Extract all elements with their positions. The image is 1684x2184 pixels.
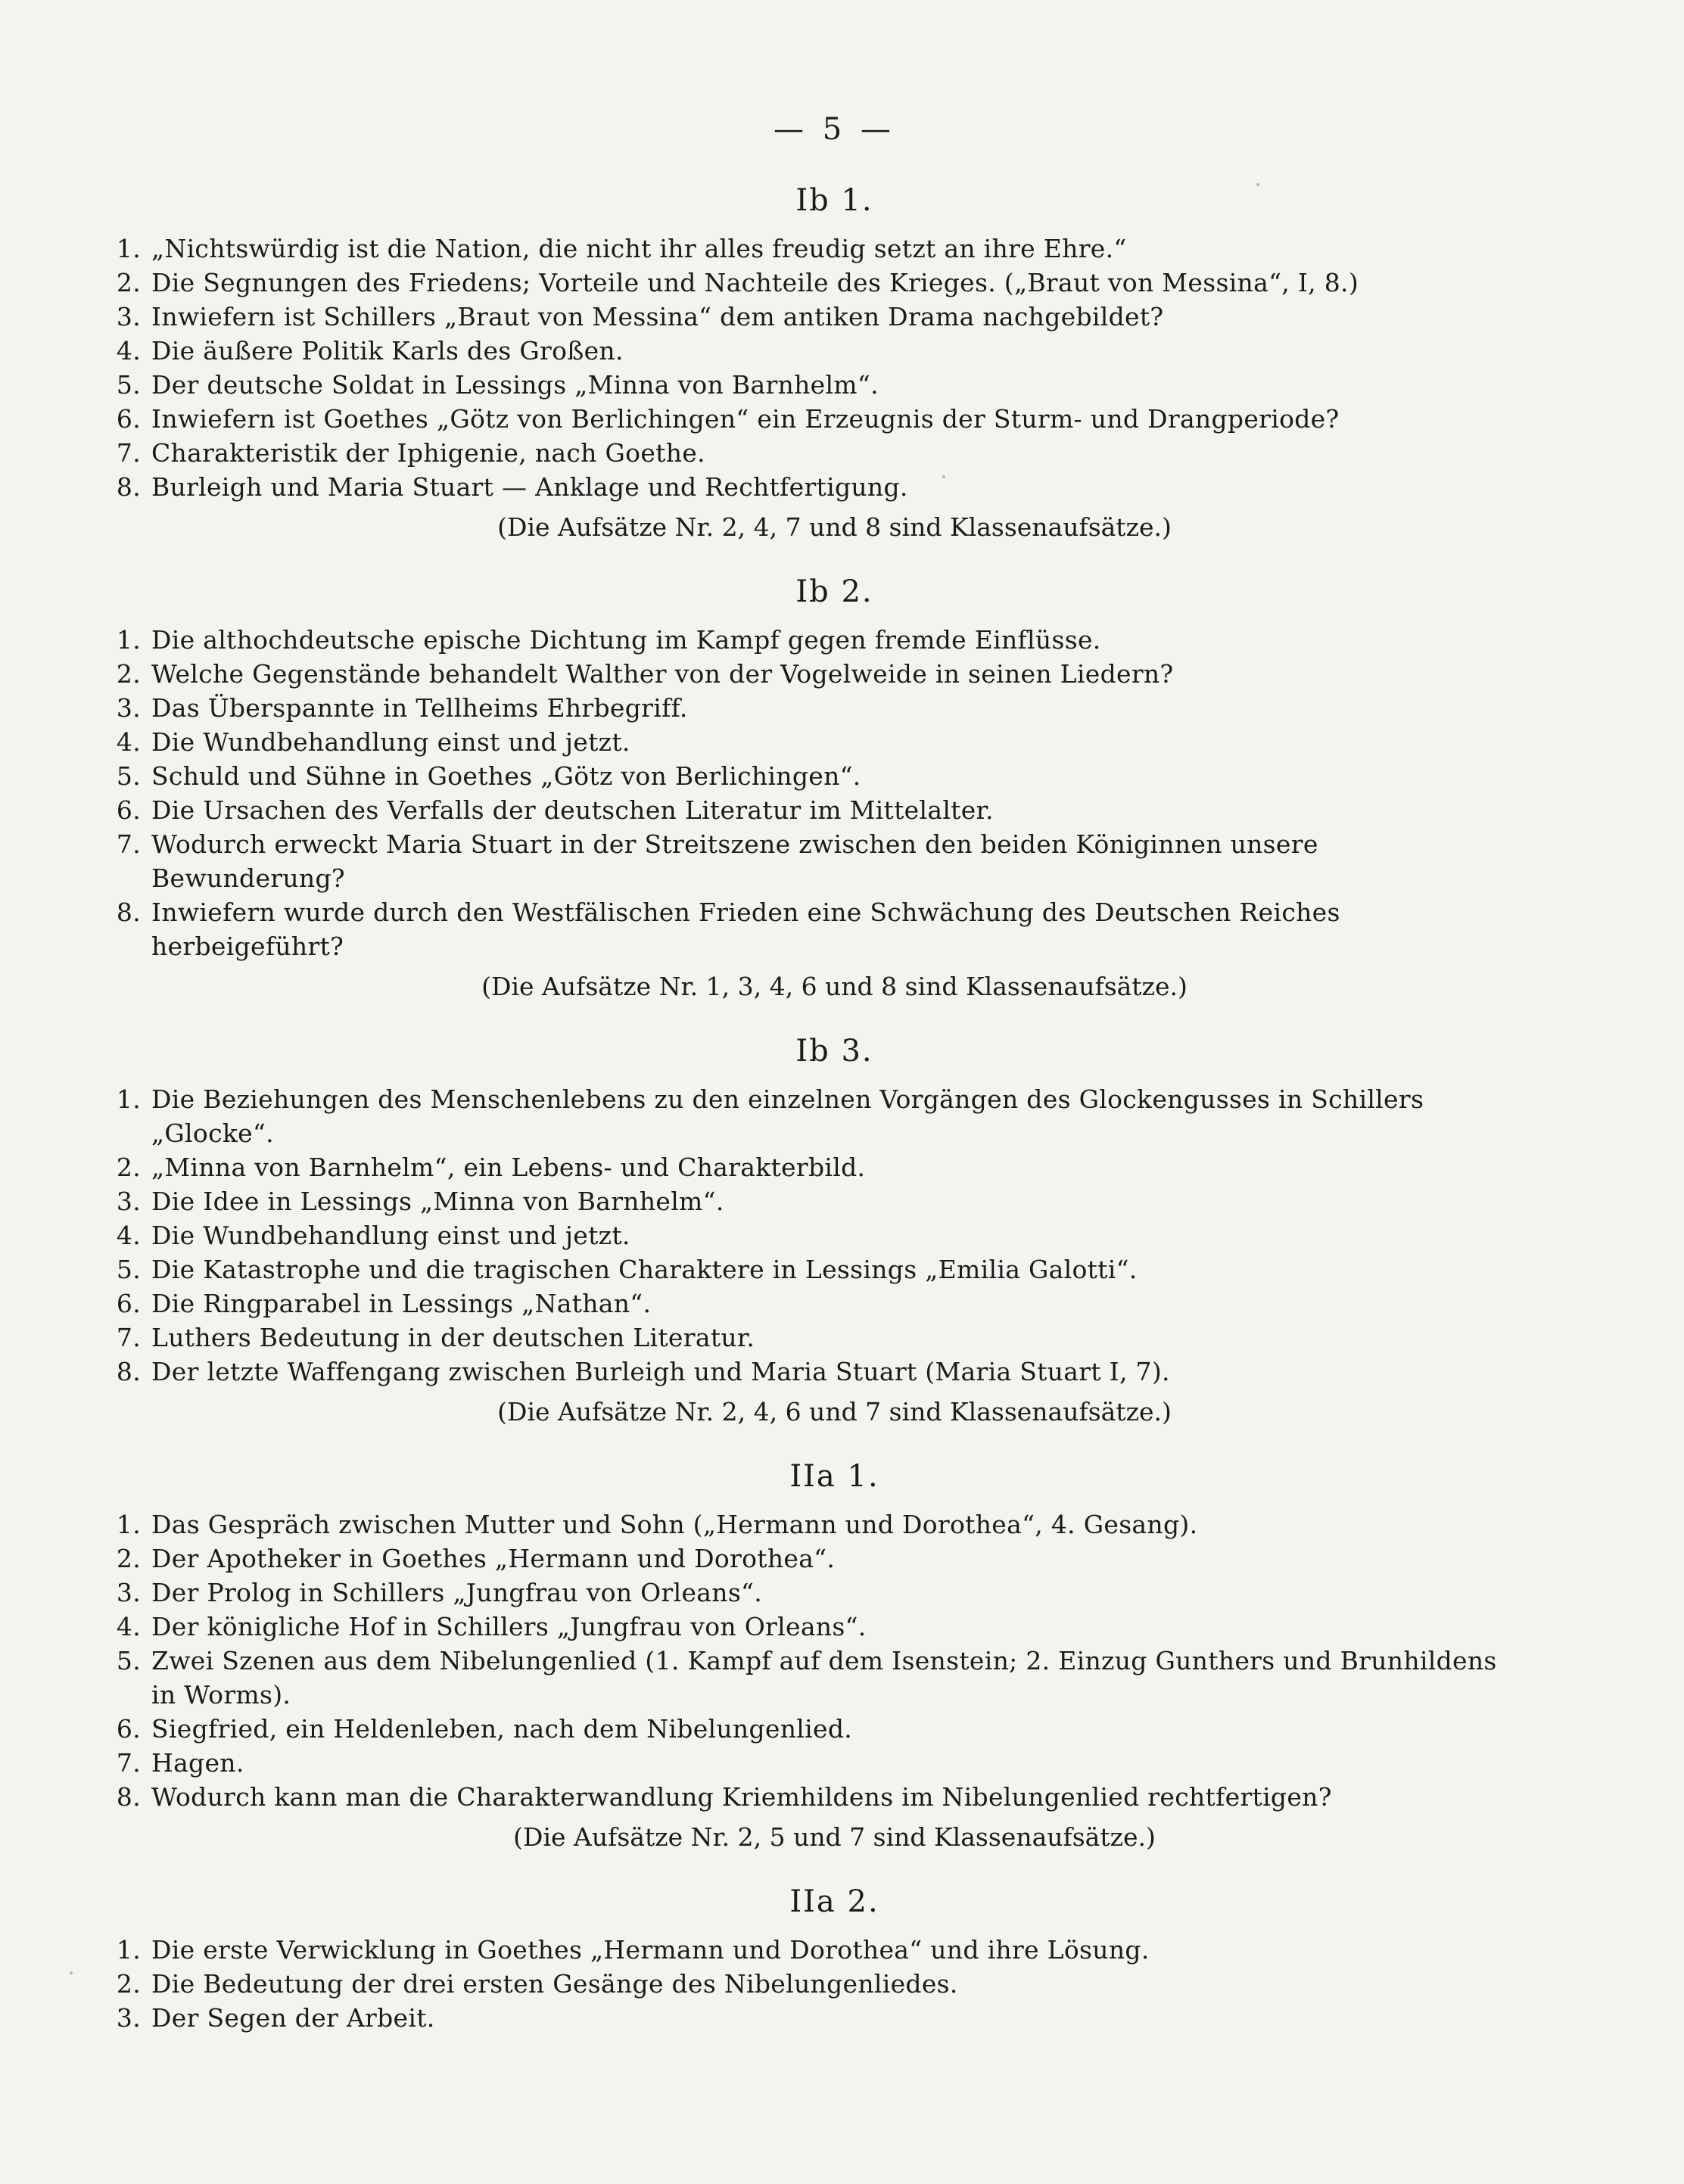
section (106, 1459, 1517, 1854)
topic-item (106, 1746, 1517, 1780)
topic-text: Zwei Szenen aus dem Nibelungenlied (1. Kampf auf dem Isenstein; 2. Einzug Gunthers und Brunhildens in Worms). (151, 1646, 1497, 1710)
topic-number: 1. (116, 234, 141, 263)
topic-item (106, 691, 1517, 725)
topic-item (106, 759, 1517, 793)
topic-item (106, 266, 1517, 300)
topic-item (106, 1252, 1517, 1286)
topic-item (106, 793, 1517, 827)
topic-text: Inwiefern wurde durch den Westfälischen Frieden eine Schwächung des Deutschen Reiches herbeigeführt? (151, 898, 1340, 961)
topic-text: Der Prolog in Schillers „Jungfrau von Orleans“. (151, 1578, 763, 1607)
topic-item (106, 1542, 1517, 1576)
section-title: Ib 1. (795, 183, 873, 218)
topic-item (106, 2001, 1517, 2035)
topic-text: Das Gespräch zwischen Mutter und Sohn („Hermann und Dorothea“, 4. Gesang). (151, 1510, 1198, 1539)
topic-text: Siegfried, ein Heldenleben, nach dem Nibelungenlied. (151, 1714, 853, 1744)
section-title: Ib 3. (795, 1034, 873, 1069)
topic-item (106, 1576, 1517, 1610)
topic-number: 1. (116, 625, 141, 655)
topic-number: 2. (116, 659, 141, 689)
paper-speck (70, 1971, 73, 1974)
section (106, 574, 1517, 1003)
topic-text: Die äußere Politik Karls des Großen. (151, 336, 624, 366)
topic-number: 7. (116, 1323, 141, 1352)
section-title: Ib 2. (795, 574, 873, 609)
topic-number: 2. (116, 268, 141, 297)
topic-text: Der Apotheker in Goethes „Hermann und Dorothea“. (151, 1544, 836, 1573)
topic-number: 1. (116, 1935, 141, 1965)
topic-text: Hagen. (151, 1748, 244, 1778)
topic-text: „Nichtswürdig ist die Nation, die nicht ihr alles freudig setzt an ihre Ehre.“ (151, 234, 1127, 263)
topic-number: 4. (116, 1612, 141, 1641)
topic-text: Die Wundbehandlung einst und jetzt. (151, 727, 630, 757)
topic-item (106, 1082, 1517, 1150)
topic-item (106, 1218, 1517, 1252)
topic-list (106, 232, 1517, 504)
topic-text: Die althochdeutsche epische Dichtung im Kampf gegen fremde Einflüsse. (151, 625, 1101, 655)
topic-item (106, 657, 1517, 691)
topic-item (106, 623, 1517, 657)
topic-number: 4. (116, 1221, 141, 1250)
section-note: (Die Aufsätze Nr. 2, 4, 6 und 7 sind Klassenaufsätze.) (497, 1397, 1172, 1426)
topic-item (106, 1967, 1517, 2001)
topic-item (106, 1150, 1517, 1184)
topic-text: Die Bedeutung der drei ersten Gesänge des Nibelungenliedes. (151, 1969, 958, 1999)
topic-list (106, 1082, 1517, 1389)
topic-item (106, 402, 1517, 436)
topic-text: Welche Gegenstände behandelt Walther von der Vogelweide in seinen Liedern? (151, 659, 1174, 689)
topic-text: Die erste Verwicklung in Goethes „Hermann und Dorothea“ und ihre Lösung. (151, 1935, 1150, 1965)
paper-speck (1256, 183, 1259, 186)
topic-item (106, 232, 1517, 266)
topic-text: Die Beziehungen des Menschenlebens zu den einzelnen Vorgängen des Glockengusses in Schillers „Glocke“. (151, 1084, 1424, 1148)
topic-number: 1. (116, 1510, 141, 1539)
topic-item (106, 1507, 1517, 1542)
topic-item (106, 1184, 1517, 1218)
topic-text: Die Idee in Lessings „Minna von Barnhelm“. (151, 1187, 724, 1216)
topic-text: Luthers Bedeutung in der deutschen Literatur. (151, 1323, 755, 1352)
topic-item (106, 368, 1517, 402)
topic-number: 7. (116, 1748, 141, 1778)
topic-list (106, 623, 1517, 963)
topic-number: 2. (116, 1544, 141, 1573)
section-note: (Die Aufsätze Nr. 2, 4, 7 und 8 sind Klassenaufsätze.) (497, 512, 1172, 542)
topic-item (106, 1780, 1517, 1814)
section (106, 1884, 1517, 2035)
topic-item (106, 436, 1517, 470)
topic-number: 6. (116, 404, 141, 434)
topic-text: Inwiefern ist Schillers „Braut von Messina“ dem antiken Drama nachgebildet? (151, 302, 1164, 331)
topic-text: Der Segen der Arbeit. (151, 2003, 435, 2033)
topic-text: Burleigh und Maria Stuart — Anklage und Rechtfertigung. (151, 472, 908, 502)
topic-item (106, 1933, 1517, 1967)
topic-number: 3. (116, 1578, 141, 1607)
topic-item (106, 827, 1517, 895)
section-title: IIa 2. (789, 1884, 879, 1919)
topic-number: 6. (116, 1714, 141, 1744)
topic-item (106, 334, 1517, 368)
topic-item (106, 1610, 1517, 1644)
topic-item (106, 300, 1517, 334)
topic-item (106, 895, 1517, 963)
topic-text: Die Ringparabel in Lessings „Nathan“. (151, 1289, 652, 1318)
topic-text: Der letzte Waffengang zwischen Burleigh und Maria Stuart (Maria Stuart I, 7). (151, 1357, 1170, 1386)
topic-number: 7. (116, 829, 141, 859)
topic-text: Das Überspannte in Tellheims Ehrbegriff. (151, 693, 688, 723)
topic-text: „Minna von Barnhelm“, ein Lebens- und Charakterbild. (151, 1153, 866, 1182)
topic-number: 6. (116, 1289, 141, 1318)
topic-number: 5. (116, 761, 141, 791)
topic-item (106, 725, 1517, 759)
topic-text: Die Wundbehandlung einst und jetzt. (151, 1221, 630, 1250)
topic-text: Schuld und Sühne in Goethes „Götz von Berlichingen“. (151, 761, 861, 791)
page-number: — 5 — (774, 112, 895, 147)
section (106, 1034, 1517, 1429)
topic-text: Der königliche Hof in Schillers „Jungfrau von Orleans“. (151, 1612, 867, 1641)
topic-number: 8. (116, 898, 141, 927)
section (106, 183, 1517, 544)
topic-item (106, 1321, 1517, 1355)
topic-text: Inwiefern ist Goethes „Götz von Berlichingen“ ein Erzeugnis der Sturm- und Drangperiode? (151, 404, 1340, 434)
topic-list (106, 1507, 1517, 1814)
paper-speck (942, 475, 945, 478)
topic-item (106, 1644, 1517, 1712)
topic-number: 5. (116, 1255, 141, 1284)
topic-item (106, 470, 1517, 504)
topic-number: 3. (116, 302, 141, 331)
topic-number: 8. (116, 1357, 141, 1386)
topic-text: Wodurch erweckt Maria Stuart in der Streitszene zwischen den beiden Königinnen unsere Bewunderung? (151, 829, 1318, 893)
topic-text: Die Segnungen des Friedens; Vorteile und Nachteile des Krieges. („Braut von Messina“, I, 8.) (151, 268, 1359, 297)
topic-number: 8. (116, 1782, 141, 1812)
topic-item (106, 1286, 1517, 1321)
topic-text: Die Ursachen des Verfalls der deutschen Literatur im Mittelalter. (151, 795, 994, 825)
topic-list (106, 1933, 1517, 2035)
topic-text: Der deutsche Soldat in Lessings „Minna von Barnhelm“. (151, 370, 879, 400)
topic-number: 2. (116, 1153, 141, 1182)
topic-number: 6. (116, 795, 141, 825)
topic-text: Wodurch kann man die Charakterwandlung Kriemhildens im Nibelungenlied rechtfertigen? (151, 1782, 1332, 1812)
section-note: (Die Aufsätze Nr. 1, 3, 4, 6 und 8 sind Klassenaufsätze.) (481, 972, 1188, 1001)
section-title: IIa 1. (789, 1459, 879, 1494)
topic-number: 5. (116, 370, 141, 400)
section-note: (Die Aufsätze Nr. 2, 5 und 7 sind Klassenaufsätze.) (513, 1822, 1156, 1852)
topic-text: Die Katastrophe und die tragischen Charaktere in Lessings „Emilia Galotti“. (151, 1255, 1138, 1284)
sections-container (106, 183, 1517, 2035)
topic-item (106, 1712, 1517, 1746)
topic-number: 7. (116, 438, 141, 468)
topic-number: 3. (116, 2003, 141, 2033)
topic-number: 4. (116, 336, 141, 366)
topic-number: 8. (116, 472, 141, 502)
topic-number: 2. (116, 1969, 141, 1999)
topic-number: 4. (116, 727, 141, 757)
topic-number: 1. (116, 1084, 141, 1114)
topic-number: 3. (116, 693, 141, 723)
topic-number: 3. (116, 1187, 141, 1216)
topic-number: 5. (116, 1646, 141, 1675)
topic-text: Charakteristik der Iphigenie, nach Goethe. (151, 438, 705, 468)
topic-item (106, 1355, 1517, 1389)
